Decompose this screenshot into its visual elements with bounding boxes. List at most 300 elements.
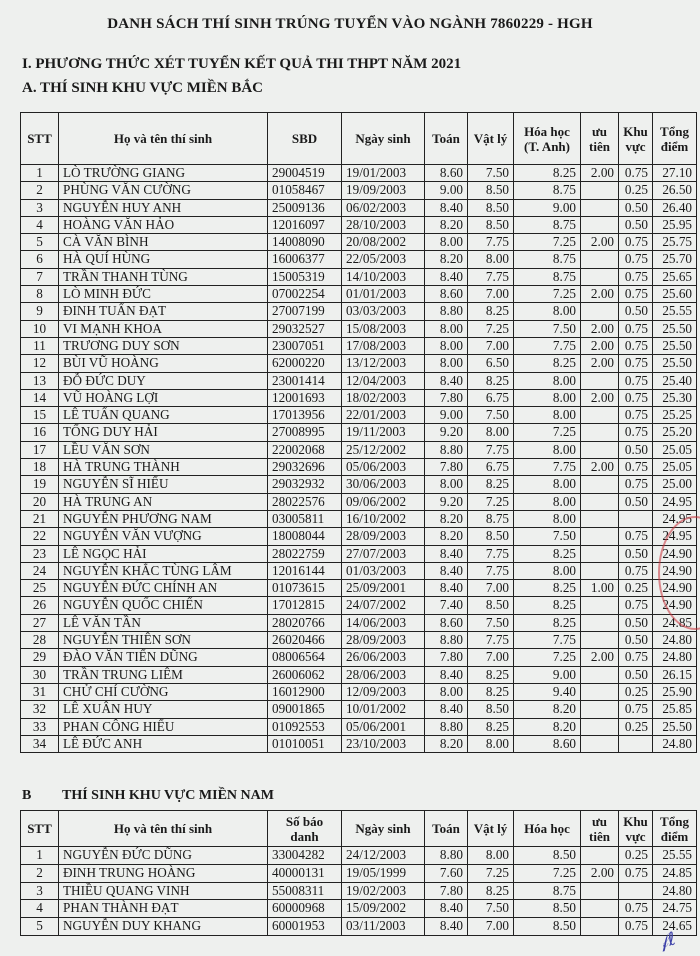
physics-cell: 8.25 [468,683,514,700]
chemistry-cell: 8.00 [514,476,581,493]
chemistry-cell: 8.50 [514,847,581,865]
sbd-cell: 17013956 [268,407,342,424]
header-stt: STT [21,113,59,165]
name-cell: HÀ TRUNG AN [59,493,268,510]
chemistry-cell: 8.25 [514,355,581,372]
chemistry-cell: 8.75 [514,268,581,285]
dob-cell: 19/11/2003 [342,424,425,441]
math-cell: 8.00 [425,476,468,493]
priority-cell [581,372,619,389]
total-cell: 25.50 [653,337,697,354]
chemistry-cell: 9.40 [514,683,581,700]
sbd-cell: 29032932 [268,476,342,493]
chemistry-cell: 7.50 [514,320,581,337]
math-cell: 8.60 [425,165,468,182]
dob-cell: 15/08/2003 [342,320,425,337]
sbd-cell: 62000220 [268,355,342,372]
area-cell: 0.75 [619,864,653,882]
physics-cell: 8.25 [468,303,514,320]
dob-cell: 19/01/2003 [342,165,425,182]
area-cell: 0.75 [619,900,653,918]
priority-cell [581,666,619,683]
dob-cell: 18/02/2003 [342,389,425,406]
physics-cell: 7.75 [468,268,514,285]
stt-cell: 20 [21,493,59,510]
area-cell: 0.75 [619,562,653,579]
area-cell: 0.50 [619,632,653,649]
area-cell: 0.25 [619,683,653,700]
sbd-cell: 28022576 [268,493,342,510]
total-cell: 24.80 [653,735,697,752]
total-cell: 25.20 [653,424,697,441]
name-cell: LÒ TRƯỜNG GIANG [59,165,268,182]
sbd-cell: 33004282 [268,847,342,865]
header-total: Tổng điểm [653,113,697,165]
table-row [21,216,697,233]
table-row [21,528,697,545]
table-row [21,847,697,865]
name-cell: PHAN THÀNH ĐẠT [59,900,268,918]
physics-cell: 8.25 [468,882,514,900]
dob-cell: 17/08/2003 [342,337,425,354]
area-cell [619,882,653,900]
priority-cell [581,701,619,718]
name-cell: NGUYỄN SĨ HIẾU [59,476,268,493]
dob-cell: 05/06/2003 [342,459,425,476]
area-cell: 0.75 [619,165,653,182]
math-cell: 8.00 [425,683,468,700]
chemistry-cell: 8.75 [514,251,581,268]
name-cell: TRẦN TRUNG LIÊM [59,666,268,683]
south-candidates-table [20,810,697,936]
table-row [21,545,697,562]
chemistry-cell: 8.25 [514,597,581,614]
chemistry-cell: 8.00 [514,372,581,389]
priority-cell: 2.00 [581,286,619,303]
stt-cell: 27 [21,614,59,631]
math-cell: 8.00 [425,355,468,372]
sbd-cell: 23007051 [268,337,342,354]
table-row [21,182,697,199]
name-cell: NGUYỄN PHƯƠNG NAM [59,510,268,527]
area-cell: 0.50 [619,545,653,562]
priority-cell [581,441,619,458]
math-cell: 7.40 [425,597,468,614]
total-cell: 26.15 [653,666,697,683]
physics-cell: 7.75 [468,562,514,579]
math-cell: 7.80 [425,649,468,666]
dob-cell: 12/09/2003 [342,683,425,700]
dob-cell: 26/06/2003 [342,649,425,666]
name-cell: LÒ MINH ĐỨC [59,286,268,303]
dob-cell: 28/09/2003 [342,528,425,545]
dob-cell: 25/09/2001 [342,580,425,597]
math-cell: 8.60 [425,286,468,303]
area-cell: 0.50 [619,216,653,233]
sbd-cell: 01058467 [268,182,342,199]
table-row [21,701,697,718]
sbd-cell: 16006377 [268,251,342,268]
name-cell: ĐÀO VĂN TIẾN DŨNG [59,649,268,666]
sbd-cell: 23001414 [268,372,342,389]
name-cell: ĐỖ ĐỨC DUY [59,372,268,389]
header-physics: Vật lý [468,113,514,165]
total-cell: 25.85 [653,701,697,718]
priority-cell [581,847,619,865]
name-cell: TRƯƠNG DUY SƠN [59,337,268,354]
total-cell: 24.85 [653,864,697,882]
physics-cell: 8.25 [468,372,514,389]
chemistry-cell: 8.20 [514,718,581,735]
header-area: Khu vực [619,113,653,165]
area-cell: 0.75 [619,251,653,268]
table-row [21,649,697,666]
stt-cell: 10 [21,320,59,337]
table-row [21,320,697,337]
math-cell: 8.20 [425,528,468,545]
dob-cell: 30/06/2003 [342,476,425,493]
total-cell: 24.80 [653,882,697,900]
header-dob: Ngày sinh [342,113,425,165]
math-cell: 9.00 [425,407,468,424]
dob-cell: 22/05/2003 [342,251,425,268]
physics-cell: 8.00 [468,424,514,441]
sbd-cell: 12001693 [268,389,342,406]
name-cell: LÊ ĐỨC ANH [59,735,268,752]
math-cell: 7.60 [425,864,468,882]
stt-cell: 34 [21,735,59,752]
stt-cell: 32 [21,701,59,718]
name-cell: NGUYỄN ĐỨC CHÍNH AN [59,580,268,597]
chemistry-cell: 8.00 [514,303,581,320]
header-chemistry: Hóa học [514,811,581,847]
table-row [21,268,697,285]
total-cell: 24.80 [653,649,697,666]
math-cell: 8.40 [425,199,468,216]
physics-cell: 8.50 [468,701,514,718]
table-row [21,864,697,882]
priority-cell: 2.00 [581,165,619,182]
table-row [21,683,697,700]
sbd-cell: 16012900 [268,683,342,700]
table-header-row [21,113,697,165]
math-cell: 8.40 [425,372,468,389]
sbd-cell: 28022759 [268,545,342,562]
stt-cell: 17 [21,441,59,458]
physics-cell: 8.50 [468,597,514,614]
table-row [21,918,697,936]
header-area: Khu vực [619,811,653,847]
name-cell: ĐINH TUẤN ĐẠT [59,303,268,320]
total-cell: 25.60 [653,286,697,303]
sbd-cell: 07002254 [268,286,342,303]
table-row [21,597,697,614]
total-cell: 27.10 [653,165,697,182]
sbd-cell: 15005319 [268,268,342,285]
sbd-cell: 29032696 [268,459,342,476]
dob-cell: 19/02/2003 [342,882,425,900]
area-cell: 0.75 [619,597,653,614]
area-cell: 0.75 [619,424,653,441]
total-cell: 25.75 [653,234,697,251]
area-cell: 0.50 [619,666,653,683]
physics-cell: 8.00 [468,847,514,865]
chemistry-cell: 9.00 [514,666,581,683]
dob-cell: 28/09/2003 [342,632,425,649]
math-cell: 8.40 [425,701,468,718]
table-row [21,476,697,493]
sbd-cell: 27008995 [268,424,342,441]
table-row [21,562,697,579]
priority-cell: 2.00 [581,355,619,372]
area-cell: 0.75 [619,355,653,372]
physics-cell: 7.00 [468,580,514,597]
stt-cell: 5 [21,918,59,936]
name-cell: PHAN CÔNG HIẾU [59,718,268,735]
math-cell: 8.20 [425,251,468,268]
stt-cell: 19 [21,476,59,493]
table-row [21,666,697,683]
sbd-cell: 25009136 [268,199,342,216]
table-row [21,389,697,406]
table-header-row [21,811,697,847]
chemistry-cell: 7.75 [514,337,581,354]
header-name: Họ và tên thí sinh [59,113,268,165]
priority-cell: 2.00 [581,389,619,406]
table-row [21,735,697,752]
chemistry-cell: 8.25 [514,165,581,182]
sbd-cell: 18008044 [268,528,342,545]
header-math: Toán [425,811,468,847]
math-cell: 8.00 [425,320,468,337]
table-row [21,510,697,527]
name-cell: LÊ VĂN TẦN [59,614,268,631]
physics-cell: 8.50 [468,216,514,233]
chemistry-cell: 8.25 [514,614,581,631]
header-name: Họ và tên thí sinh [59,811,268,847]
total-cell: 25.50 [653,355,697,372]
table-row [21,165,697,182]
math-cell: 7.80 [425,882,468,900]
total-cell: 24.65 [653,918,697,936]
table-row [21,882,697,900]
physics-cell: 7.00 [468,649,514,666]
priority-cell [581,216,619,233]
stt-cell: 28 [21,632,59,649]
math-cell: 8.20 [425,510,468,527]
name-cell: LÊ NGỌC HẢI [59,545,268,562]
total-cell: 25.55 [653,847,697,865]
total-cell: 25.05 [653,441,697,458]
table-row [21,459,697,476]
chemistry-cell: 9.00 [514,199,581,216]
name-cell: VI MẠNH KHOA [59,320,268,337]
area-cell: 0.75 [619,649,653,666]
chemistry-cell: 7.75 [514,632,581,649]
priority-cell [581,882,619,900]
priority-cell: 2.00 [581,337,619,354]
sbd-cell: 55008311 [268,882,342,900]
priority-cell [581,528,619,545]
physics-cell: 8.50 [468,528,514,545]
name-cell: CÀ VĂN BÌNH [59,234,268,251]
total-cell: 26.40 [653,199,697,216]
stt-cell: 2 [21,182,59,199]
area-cell: 0.50 [619,303,653,320]
chemistry-cell: 7.75 [514,459,581,476]
math-cell: 8.60 [425,614,468,631]
table-row [21,900,697,918]
table-row [21,580,697,597]
total-cell: 25.25 [653,407,697,424]
dob-cell: 05/06/2001 [342,718,425,735]
sbd-cell: 09001865 [268,701,342,718]
table-row [21,251,697,268]
name-cell: TỐNG DUY HẢI [59,424,268,441]
chemistry-cell: 8.00 [514,407,581,424]
area-cell: 0.25 [619,580,653,597]
header-stt: STT [21,811,59,847]
stt-cell: 18 [21,459,59,476]
header-physics: Vật lý [468,811,514,847]
chemistry-cell: 8.00 [514,562,581,579]
priority-cell [581,735,619,752]
chemistry-cell: 8.00 [514,389,581,406]
chemistry-cell: 7.50 [514,528,581,545]
priority-cell: 2.00 [581,864,619,882]
total-cell: 25.95 [653,216,697,233]
stt-cell: 15 [21,407,59,424]
total-cell: 25.00 [653,476,697,493]
dob-cell: 25/12/2002 [342,441,425,458]
physics-cell: 7.00 [468,286,514,303]
header-priority: ưu tiên [581,113,619,165]
physics-cell: 7.75 [468,441,514,458]
total-cell: 25.40 [653,372,697,389]
area-cell: 0.75 [619,528,653,545]
name-cell: NGUYỄN DUY KHANG [59,918,268,936]
north-candidates-table [20,112,697,753]
table-row [21,493,697,510]
sbd-cell: 26020466 [268,632,342,649]
priority-cell [581,683,619,700]
area-cell: 0.75 [619,389,653,406]
area-cell: 0.75 [619,918,653,936]
math-cell: 8.00 [425,234,468,251]
total-cell: 24.90 [653,545,697,562]
physics-cell: 8.50 [468,199,514,216]
name-cell: HÀ QUÍ HÙNG [59,251,268,268]
name-cell: PHÙNG VĂN CƯỜNG [59,182,268,199]
math-cell: 8.40 [425,268,468,285]
math-cell: 8.80 [425,303,468,320]
stt-cell: 1 [21,847,59,865]
dob-cell: 09/06/2002 [342,493,425,510]
total-cell: 25.90 [653,683,697,700]
priority-cell [581,303,619,320]
physics-cell: 7.75 [468,234,514,251]
stt-cell: 7 [21,268,59,285]
physics-cell: 8.00 [468,735,514,752]
stt-cell: 22 [21,528,59,545]
stt-cell: 8 [21,286,59,303]
dob-cell: 24/12/2003 [342,847,425,865]
area-cell: 0.75 [619,320,653,337]
table-row [21,632,697,649]
table-row [21,424,697,441]
stt-cell: 23 [21,545,59,562]
sbd-cell: 12016144 [268,562,342,579]
total-cell: 24.80 [653,632,697,649]
header-sbd: SBD [268,113,342,165]
physics-cell: 8.25 [468,666,514,683]
table-row [21,372,697,389]
area-cell: 0.75 [619,268,653,285]
document-title: DANH SÁCH THÍ SINH TRÚNG TUYỂN VÀO NGÀNH 7860229 - HGH [107,16,593,32]
math-cell: 8.40 [425,545,468,562]
math-cell: 8.20 [425,216,468,233]
total-cell: 25.70 [653,251,697,268]
math-cell: 8.80 [425,632,468,649]
dob-cell: 23/10/2003 [342,735,425,752]
math-cell: 7.80 [425,389,468,406]
priority-cell [581,562,619,579]
total-cell: 24.90 [653,562,697,579]
physics-cell: 7.50 [468,900,514,918]
table-row [21,614,697,631]
dob-cell: 06/02/2003 [342,199,425,216]
physics-cell: 8.25 [468,718,514,735]
stt-cell: 3 [21,882,59,900]
header-total: Tổng điểm [653,811,697,847]
physics-cell: 7.75 [468,632,514,649]
area-cell: 0.75 [619,407,653,424]
physics-cell: 8.50 [468,182,514,199]
math-cell: 9.20 [425,424,468,441]
header-dob: Ngày sinh [342,811,425,847]
name-cell: TRẦN THANH TÙNG [59,268,268,285]
total-cell: 25.30 [653,389,697,406]
sbd-cell: 01092553 [268,718,342,735]
sbd-cell: 22002068 [268,441,342,458]
dob-cell: 01/01/2003 [342,286,425,303]
stt-cell: 12 [21,355,59,372]
dob-cell: 03/03/2003 [342,303,425,320]
name-cell: CHỬ CHÍ CƯỜNG [59,683,268,700]
dob-cell: 28/06/2003 [342,666,425,683]
name-cell: ĐINH TRUNG HOÀNG [59,864,268,882]
chemistry-cell: 8.00 [514,441,581,458]
total-cell: 25.55 [653,303,697,320]
stt-cell: 2 [21,864,59,882]
name-cell: NGUYỄN KHẮC TÙNG LÂM [59,562,268,579]
priority-cell [581,597,619,614]
chemistry-cell: 7.25 [514,649,581,666]
stt-cell: 29 [21,649,59,666]
physics-cell: 7.25 [468,320,514,337]
area-cell: 0.50 [619,493,653,510]
area-cell: 0.75 [619,337,653,354]
sbd-cell: 28020766 [268,614,342,631]
physics-cell: 6.75 [468,459,514,476]
dob-cell: 19/05/1999 [342,864,425,882]
name-cell: NGUYỄN ĐỨC DŨNG [59,847,268,865]
name-cell: LỀU VĂN SƠN [59,441,268,458]
stt-cell: 4 [21,216,59,233]
area-cell: 0.50 [619,441,653,458]
area-cell: 0.75 [619,372,653,389]
dob-cell: 24/07/2002 [342,597,425,614]
